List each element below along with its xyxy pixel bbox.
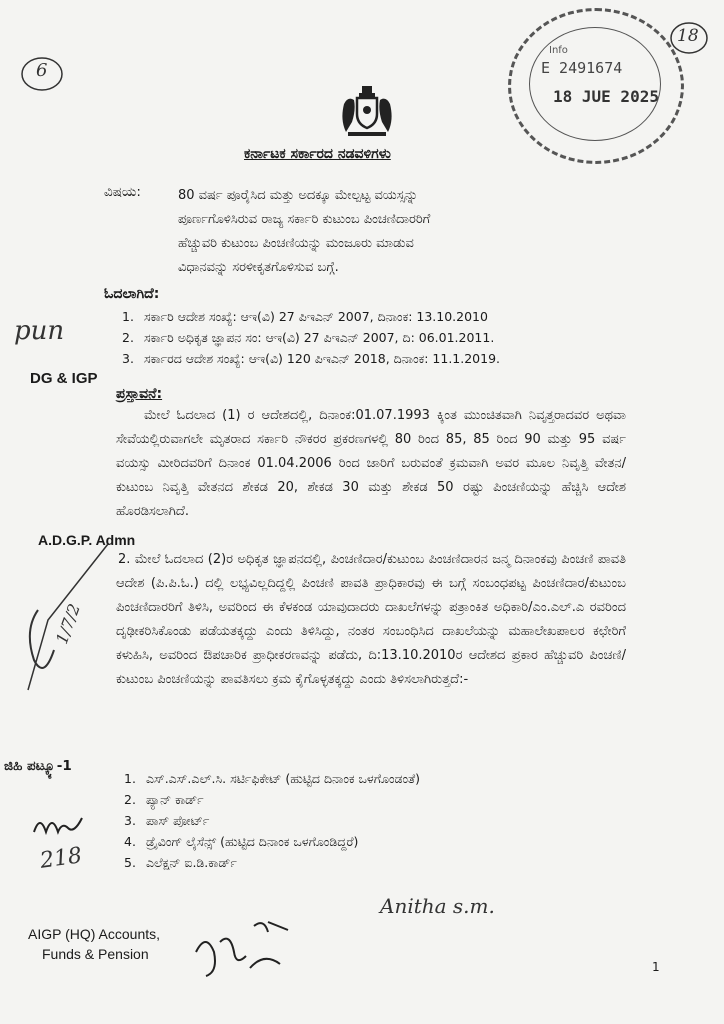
subject-line: 80 ವರ್ಷ ಪೂರೈಸಿದ ಮತ್ತು ಅದಕ್ಕೂ ಮೇಲ್ಪಟ್ಟ ವಯಸ್ಸನ್ನು <box>178 188 418 203</box>
subject-line: ಪೂರ್ಣಗೊಳಿಸಿರುವ ರಾಜ್ಯ ಸರ್ಕಾರಿ ಕುಟುಂಬ ಪಿಂಚಣಿದಾರರಿಗೆ <box>178 212 431 227</box>
aigp-annotation <box>28 924 160 964</box>
references-heading: ಓದಲಾಗಿದೆ: <box>104 286 160 302</box>
page-title: ಕರ್ನಾಟಕ ಸರ್ಕಾರದ ನಡವಳಿಗಳು <box>244 146 391 162</box>
list-item: 1. ಎಸ್.ಎಸ್.ಎಲ್.ಸಿ. ಸರ್ಟಿಫಿಕೇಟ್ (ಹುಟ್ಟಿದ ದಿನಾಂಕ ಒಳಗೊಂಡಂತೆ) <box>124 771 420 786</box>
handwritten-pun: pun <box>14 316 65 346</box>
inward-stamp <box>508 8 684 164</box>
list-item: 3. ಪಾಸ್ ಪೋರ್ಟ್ <box>124 813 210 828</box>
page-number: 1 <box>652 960 660 974</box>
list-item: 3. ಸರ್ಕಾರದ ಆದೇಶ ಸಂಖ್ಯೆ: ಆಇ(ವಿ) 120 ಪಿಇಎನ್ 2018, ದಿನಾಂಕ: 11.1.2019. <box>122 351 501 366</box>
stamp-date: 18 JUE 2025 <box>553 87 659 106</box>
aigp-line: AIGP (HQ) Accounts, <box>28 926 161 942</box>
karnataka-emblem-icon <box>340 84 394 140</box>
handwritten-initials-bottom <box>190 912 310 982</box>
list-item: 2. ಪ್ಯಾನ್ ಕಾರ್ಡ್ <box>124 792 204 807</box>
preamble-paragraph-2: 2. ಮೇಲೆ ಓದಲಾದ (2)ರ ಅಧಿಕೃತ ಜ್ಞಾಪನದಲ್ಲಿ, ಪಿಂಚಣಿದಾರ/ಕುಟುಂಬ ಪಿಂಚಣಿದಾರನ ಜನ್ಮ ದಿನಾಂಕವು ಪಿಂಚಣಿ ಪಾವತಿ ಆದೇಶ (ಪಿ.ಪಿ.ಓ.) ದಲ್ಲಿ ಲಭ್ಯವಿಲ್ಲದಿದ್ದಲ್ಲಿ ಪಿಂಚಣಿ ಪಾವತಿ ಪ್ರಾಧಿಕಾರವು ಈ ಬಗ್ಗೆ ಸಂಬಂಧಪಟ್ಟ ಪಿಂಚಣಿದಾರ/ಕುಟುಂಬ ಪಿಂಚಣಿದಾರರಿಗೆ ತಿಳಿಸಿ, ಅವರಿಂದ ಈ ಕೆಳಕಂಡ ಯಾವುದಾದರು ದಾಖಲೆಗಳನ್ನು ಪತ್ರಾಂಕಿತ ಅಧಿಕಾರಿ/ಎಂ.ಎಲ್.ಎ ರವರಿಂದ ದೃಢೀಕರಿಸಿಕೊಂಡು ಪಡೆಯತಕ್ಕದ್ದು ಎಂದು ತಿಳಿಸಿದ್ದು, ನಂತರ ಸಂಬಂಧಿಸಿದ ದಾಖಲೆಯನ್ನು ಮಹಾಲೇಖಪಾಲರ ಕಛೇರಿಗೆ ಕಳುಹಿಸಿ, ಅವರಿಂದ ಔಪಚಾರಿಕ ಪ್ರಾಧೀಕರಣವನ್ನು ಪಡೆದು, ದಿ:13.10.2010ರ ಆದೇಶದ ಪ್ರಕಾರ ಹೆಚ್ಚುವರಿ ಪಿಂಚಣಿ/ಕುಟುಂಬ ಪಿಂಚಣಿಯನ್ನು ಪಾವತಿಸಲು ಕ್ರಮ ಕೈಗೊಳ್ಳತಕ್ಕದ್ದು ಎಂದು ತಿಳಿಸಲಾಗಿರುತ್ತದೆ:- <box>116 552 626 687</box>
annex-heading: ಜಿಹಿ ಪಟ್ಕ್ಯೂ-1 <box>4 758 72 774</box>
margin-mark-top-right: 18 <box>677 26 699 46</box>
margin-date: 1/7/2 <box>52 601 84 647</box>
references-list <box>122 306 500 369</box>
dg-igp-annotation: DG & IGP <box>30 370 98 387</box>
preamble-heading: ಪ್ರಸ್ತಾವನೆ: <box>116 386 163 402</box>
annex-list <box>124 768 420 873</box>
list-item: 2. ಸರ್ಕಾರಿ ಅಧಿಕೃತ ಜ್ಞಾಪನ ಸಂ: ಆಇ(ವಿ) 27 ಪಿಇಎನ್ 2007, ದಿ: 06.01.2011. <box>122 330 495 345</box>
list-item: 1. ಸರ್ಕಾರಿ ಆದೇಶ ಸಂಖ್ಯೆ: ಆಇ(ವಿ) 27 ಪಿಇಎನ್ 2007, ದಿನಾಂಕ: 13.10.2010 <box>122 309 488 324</box>
handwritten-initial-mark <box>30 808 90 838</box>
subject-line: ಹೆಚ್ಚುವರಿ ಕುಟುಂಬ ಪಿಂಚಣಿಯನ್ನು ಮಂಜೂರು ಮಾಡುವ <box>178 236 414 251</box>
margin-mark-top-left: 6 <box>36 60 48 81</box>
list-item: 5. ಎಲೆಕ್ಷನ್ ಐ.ಡಿ.ಕಾರ್ಡ್ <box>124 855 237 870</box>
stamp-inward-number: E 2491674 <box>541 59 623 77</box>
handwritten-218: 218 <box>38 843 84 874</box>
aigp-line: Funds & Pension <box>42 946 149 962</box>
subject-line: ವಿಧಾನವನ್ನು ಸರಳೀಕೃತಗೊಳಿಸುವ ಬಗ್ಗೆ. <box>178 260 339 275</box>
subject-label: ವಿಷಯ: <box>104 184 141 200</box>
list-item: 4. ಡ್ರೈವಿಂಗ್ ಲೈಸೆನ್ಸ್ (ಹುಟ್ಟಿದ ದಿನಾಂಕ ಒಳಗೊಂಡಿದ್ದರೆ) <box>124 834 359 849</box>
adgp-annotation: A.D.G.P. Admn <box>38 532 136 548</box>
preamble-paragraph-1: ಮೇಲೆ ಓದಲಾದ (1) ರ ಆದೇಶದಲ್ಲಿ, ದಿನಾಂಕ:01.07.1993 ಕ್ಕಿಂತ ಮುಂಚಿತವಾಗಿ ನಿವೃತ್ತರಾದವರ ಅಥವಾ ಸೇವೆಯಲ್ಲಿರುವಾಗಲೇ ಮೃತರಾದ ಸರ್ಕಾರಿ ನೌಕರರ ಪ್ರಕರಣಗಳಲ್ಲಿ 80 ರಿಂದ 85, 85 ರಿಂದ 90 ಮತ್ತು 95 ವರ್ಷ ವಯಸ್ಸು ಮೀರಿದವರಿಗೆ ದಿನಾಂಕ 01.04.2006 ರಿಂದ ಜಾರಿಗೆ ಬರುವಂತೆ ಕ್ರಮವಾಗಿ ಅವರ ಮೂಲ ನಿವೃತ್ತಿ ವೇತನ/ಕುಟುಂಬ ನಿವೃತ್ತಿ ವೇತನದ ಶೇಕಡ 20, ಶೇಕಡ 30 ಮತ್ತು ಶೇಕಡ 50 ರಷ್ಟು ಪಿಂಚಣಿಯನ್ನು ಹೆಚ್ಚಿಸಿ ಆದೇಶ ಹೊರಡಿಸಲಾಗಿದೆ. <box>116 408 626 519</box>
stamp-label: Info <box>549 45 568 56</box>
signature: Anitha s.m. <box>380 894 495 918</box>
subject-text <box>178 184 638 280</box>
